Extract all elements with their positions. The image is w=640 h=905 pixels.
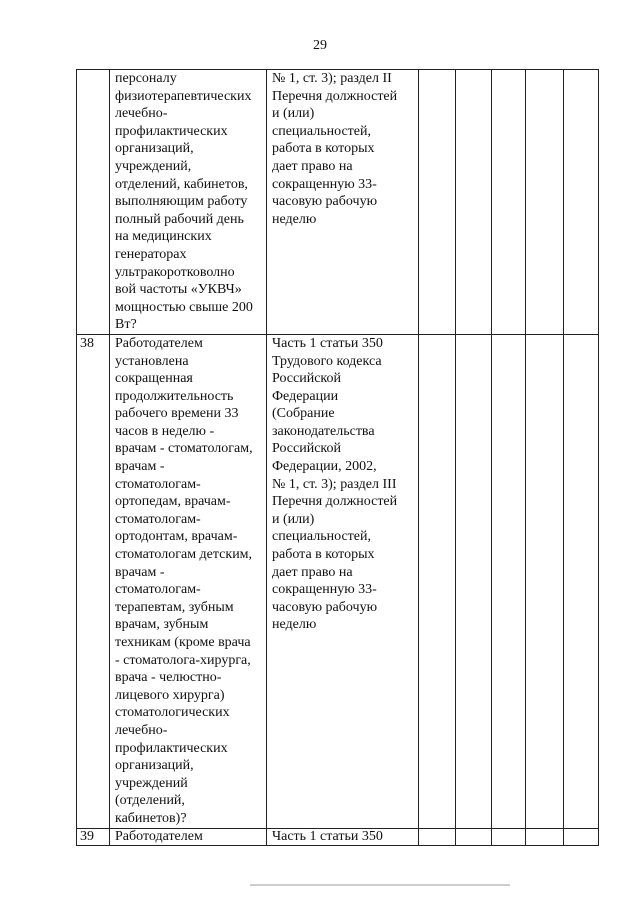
answer-yes-cell [419, 70, 456, 335]
row-number: 38 [77, 334, 110, 828]
text-line: Работодателем [115, 335, 203, 351]
text-line: лицевого хирурга) [115, 687, 225, 703]
checklist-table [76, 69, 599, 846]
text-line: стоматологам- [115, 582, 201, 598]
text-line: Перечня должностей [272, 494, 398, 510]
text-line: физиотерапевтических [115, 88, 252, 104]
text-line: полный рабочий день [115, 211, 244, 227]
page-number: 29 [313, 38, 327, 53]
answer-no-cell [456, 70, 492, 335]
table-row [77, 334, 599, 828]
row-number: 39 [77, 828, 110, 845]
text-line: Федерации [272, 388, 339, 404]
text-line: дает право на [272, 158, 353, 174]
text-line: Вт? [115, 317, 137, 333]
text-line: сокращенная [115, 371, 193, 387]
answer-na-cell [492, 70, 526, 335]
text-line: лечебно- [115, 106, 168, 122]
text-line: врача - челюстно- [115, 670, 222, 686]
legal-basis-cell [267, 70, 419, 335]
text-line: учреждений [115, 775, 188, 791]
text-line: работа в которых [272, 141, 375, 157]
text-line: неделю [272, 211, 317, 227]
text-line: рабочего времени 33 [115, 406, 239, 422]
text-line: сокращенную 33- [272, 582, 377, 598]
text-line: Работодателем [115, 828, 203, 844]
text-line: № 1, ст. 3); раздел II [272, 71, 392, 86]
legal-basis-cell [267, 828, 419, 845]
text-line: стоматологам- [115, 476, 201, 492]
text-line: кабинетов)? [115, 810, 187, 826]
text-line: организаций, [115, 758, 194, 774]
extra-cell [564, 828, 599, 845]
text-line: работа в которых [272, 547, 375, 563]
answer-no-cell [456, 828, 492, 845]
text-line: (отделений, [115, 793, 185, 809]
answer-no-cell [456, 334, 492, 828]
text-line: законодательства [272, 423, 375, 439]
text-line: Российской [272, 441, 341, 457]
text-line: учреждений, [115, 158, 192, 174]
text-line: профилактических [115, 740, 228, 756]
text-line: и (или) [272, 106, 315, 122]
text-line: стоматологам- [115, 511, 201, 527]
table-row [77, 70, 599, 335]
text-line: Часть 1 статьи 350 [272, 335, 383, 351]
requirement-cell [110, 70, 267, 335]
row-number [77, 70, 110, 335]
text-line: врачам - [115, 459, 165, 475]
extra-cell [564, 334, 599, 828]
text-line: врачам, зубным [115, 617, 209, 633]
text-line: ультракоротковолно [115, 264, 235, 280]
answer-yes-cell [419, 828, 456, 845]
text-line: Перечня должностей [272, 88, 398, 104]
answer-yes-cell [419, 334, 456, 828]
text-line: выполняющим работу [115, 194, 248, 210]
text-line: часов в неделю - [115, 423, 215, 439]
text-line: ортодонтам, врачам- [115, 529, 238, 545]
text-line: лечебно- [115, 722, 168, 738]
text-line: дает право на [272, 564, 353, 580]
text-line: продолжительность [115, 388, 234, 404]
extra-cell [564, 70, 599, 335]
text-line: врачам - [115, 564, 165, 580]
text-line: стоматологам детским, [115, 547, 253, 563]
text-line: специальностей, [272, 123, 371, 139]
text-line: специальностей, [272, 529, 371, 545]
legal-basis-cell [267, 334, 419, 828]
text-line: и (или) [272, 511, 315, 527]
text-line: часовую рабочую [272, 599, 378, 615]
text-line: Федерации, 2002, [272, 459, 377, 475]
text-line: сокращенную 33- [272, 176, 377, 192]
text-line: на медицинских [115, 229, 212, 245]
text-line: установлена [115, 353, 189, 369]
requirement-cell [110, 828, 267, 845]
text-line: стоматологических [115, 705, 230, 721]
text-line: часовую рабочую [272, 194, 378, 210]
requirement-cell [110, 334, 267, 828]
text-line: техникам (кроме врача [115, 635, 251, 650]
notes-cell [526, 334, 564, 828]
text-line: генераторах [115, 246, 187, 262]
scan-edge-line [250, 884, 510, 886]
text-line: - стоматолога-хирурга, [115, 652, 251, 668]
text-line: Трудового кодекса [272, 353, 382, 369]
text-line: организаций, [115, 141, 194, 157]
text-line: мощностью свыше 200 [115, 299, 253, 315]
text-line: профилактических [115, 123, 228, 139]
text-line: терапевтам, зубным [115, 599, 234, 615]
text-line: Часть 1 статьи 350 [272, 828, 383, 844]
text-line: Российской [272, 371, 341, 387]
text-line: № 1, ст. 3); раздел III [272, 476, 397, 492]
text-line: вой частоты «УКВЧ» [115, 282, 242, 298]
notes-cell [526, 70, 564, 335]
text-line: (Собрание [272, 406, 335, 422]
answer-na-cell [492, 334, 526, 828]
text-line: неделю [272, 617, 317, 633]
answer-na-cell [492, 828, 526, 845]
text-line: персоналу [115, 71, 177, 86]
notes-cell [526, 828, 564, 845]
text-line: ортопедам, врачам- [115, 494, 231, 510]
table-row [77, 828, 599, 845]
text-line: врачам - стоматологам, [115, 441, 253, 457]
text-line: отделений, кабинетов, [115, 176, 248, 192]
